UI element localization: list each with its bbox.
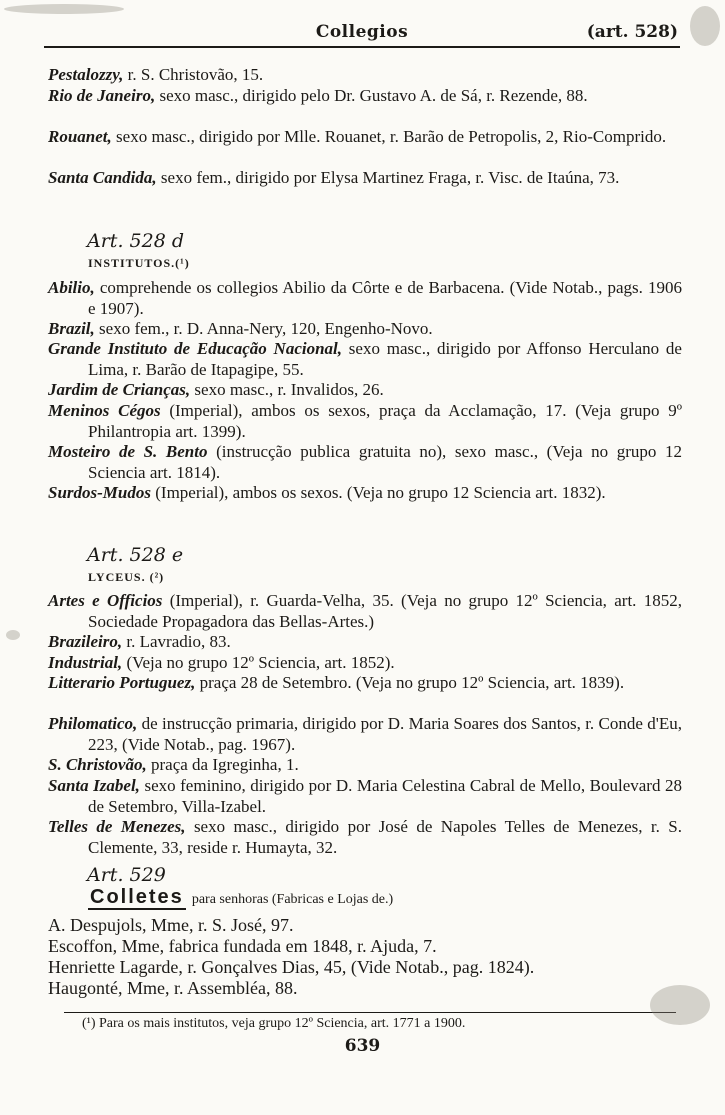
entry-text: (Imperial), r. Guarda-Velha, 35. (Veja no grupo 12º Sciencia, art. 1852, Sociedade Propagadora das Bellas-Artes.): [88, 591, 682, 631]
entry-name: Surdos-Mudos: [48, 483, 151, 502]
list-item: [48, 379, 682, 400]
entry-text: sexo masc., dirigido por José de Napoles Telles de Menezes, r. S. Clemente, 33, reside r. Humayta, 32.: [88, 817, 682, 857]
list-item: [48, 754, 682, 775]
footnote-divider: [64, 1012, 676, 1013]
colletes-title: Colletes: [90, 886, 184, 908]
section-title: LYCEUS. (²): [88, 570, 165, 584]
page-number: 639: [344, 1036, 381, 1056]
entry-name: Santa Candida,: [48, 168, 157, 187]
list-item: [48, 816, 682, 858]
list-item: [48, 277, 682, 319]
list-item: A. Despujols, Mme, r. S. José, 97.: [48, 915, 294, 935]
list-item: [48, 85, 682, 106]
entry-name: Litterario Portuguez,: [48, 673, 196, 692]
entry-name: Mosteiro de S. Bento: [48, 442, 208, 461]
list-item: [48, 318, 682, 339]
article-heading: Art. 528 d: [87, 230, 184, 252]
header-title: Collegios: [315, 22, 409, 42]
list-item: [48, 338, 682, 380]
entry-text: praça 28 de Setembro. (Veja no grupo 12º Sciencia, art. 1839).: [195, 673, 625, 692]
list-item: [48, 775, 682, 817]
entry-name: Meninos Cégos: [48, 401, 161, 420]
entry-name: Pestalozzy,: [48, 65, 124, 84]
list-item: [48, 400, 682, 442]
entry-text: de instrucção primaria, dirigido por D. Maria Soares dos Santos, r. Conde d'Eu, 223, (Vide Notab., pag. 1967).: [88, 714, 682, 754]
entry-text: comprehende os collegios Abilio da Côrte e de Barbacena. (Vide Notab., pags. 1906 e 1907).: [88, 278, 682, 318]
list-item: [48, 441, 682, 483]
entry-name: Santa Izabel,: [48, 776, 140, 795]
entry-name: Industrial,: [48, 653, 123, 672]
running-header: [44, 18, 680, 48]
entry-name: Abilio,: [48, 278, 95, 297]
entry-name: Brazil,: [48, 319, 95, 338]
entry-text: praça da Igreginha, 1.: [146, 755, 299, 774]
entry-name: Rouanet,: [48, 127, 112, 146]
entry-name: Rio de Janeiro,: [48, 86, 156, 105]
entry-text: sexo feminino, dirigido por D. Maria Celestina Cabral de Mello, Boulevard 28 de Setembro, Villa-Izabel.: [88, 776, 682, 816]
entry-name: S. Christovão,: [48, 755, 147, 774]
entry-name: Artes e Officios: [48, 591, 163, 610]
list-item: [48, 713, 682, 755]
header-article: (art. 528): [586, 22, 678, 42]
article-heading: Art. 529: [87, 864, 166, 886]
list-item: Escoffon, Mme, fabrica fundada em 1848, r. Ajuda, 7.: [48, 936, 437, 956]
scan-blot: [650, 985, 710, 1025]
entry-text: r. S. Christovão, 15.: [123, 65, 264, 84]
entry-name: Telles de Menezes,: [48, 817, 186, 836]
list-item: [48, 482, 682, 503]
entry-text: (Veja no grupo 12º Sciencia, art. 1852).: [122, 653, 395, 672]
article-heading: Art. 528 e: [87, 544, 184, 566]
list-item: [48, 167, 682, 188]
list-item: Henriette Lagarde, r. Gonçalves Dias, 45, (Vide Notab., pag. 1824).: [48, 957, 535, 977]
entry-text: r. Lavradio, 83.: [122, 632, 231, 651]
entry-text: (Imperial), ambos os sexos, praça da Acclamação, 17. (Veja grupo 9º Philantropia art. 1399).: [88, 401, 682, 441]
list-item: Haugonté, Mme, r. Assembléa, 88.: [48, 978, 298, 998]
scan-blot: [6, 630, 20, 640]
entry-text: sexo masc., r. Invalidos, 26.: [190, 380, 384, 399]
footnote: (¹) Para os mais institutos, veja grupo 12º Sciencia, art. 1771 a 1900.: [82, 1016, 466, 1031]
entry-name: Philomatico,: [48, 714, 138, 733]
entry-name: Brazileiro,: [48, 632, 123, 651]
entry-text: (instrucção publica gratuita no), sexo masc., (Veja no grupo 12 Sciencia art. 1814).: [88, 442, 683, 482]
scan-blot: [690, 6, 720, 46]
entry-text: sexo fem., r. D. Anna-Nery, 120, Engenho-Novo.: [94, 319, 433, 338]
entry-text: sexo fem., dirigido por Elysa Martinez Fraga, r. Visc. de Itaúna, 73.: [156, 168, 620, 187]
entry-text: sexo masc., dirigido pelo Dr. Gustavo A. de Sá, r. Rezende, 88.: [155, 86, 588, 105]
colletes-subtitle: para senhoras (Fabricas e Lojas de.): [191, 892, 394, 907]
entry-text: sexo masc., dirigido por Affonso Herculano de Lima, r. Barão de Itapagipe, 55.: [88, 339, 682, 379]
list-item: [48, 672, 682, 693]
list-item: [48, 652, 682, 673]
entry-text: (Imperial), ambos os sexos. (Veja no grupo 12 Sciencia art. 1832).: [151, 483, 606, 502]
section-title: [88, 886, 393, 909]
entry-name: Grande Instituto de Educação Nacional,: [48, 339, 343, 358]
section-title: INSTITUTOS.(¹): [88, 256, 190, 270]
entry-name: Jardim de Crianças,: [48, 380, 191, 399]
entry-text: sexo masc., dirigido por Mlle. Rouanet, r. Barão de Petropolis, 2, Rio-Comprido.: [111, 127, 667, 146]
scan-blot: [4, 4, 124, 14]
list-item: [48, 64, 682, 85]
list-item: [48, 631, 682, 652]
list-item: [48, 590, 682, 632]
list-item: [48, 126, 682, 147]
